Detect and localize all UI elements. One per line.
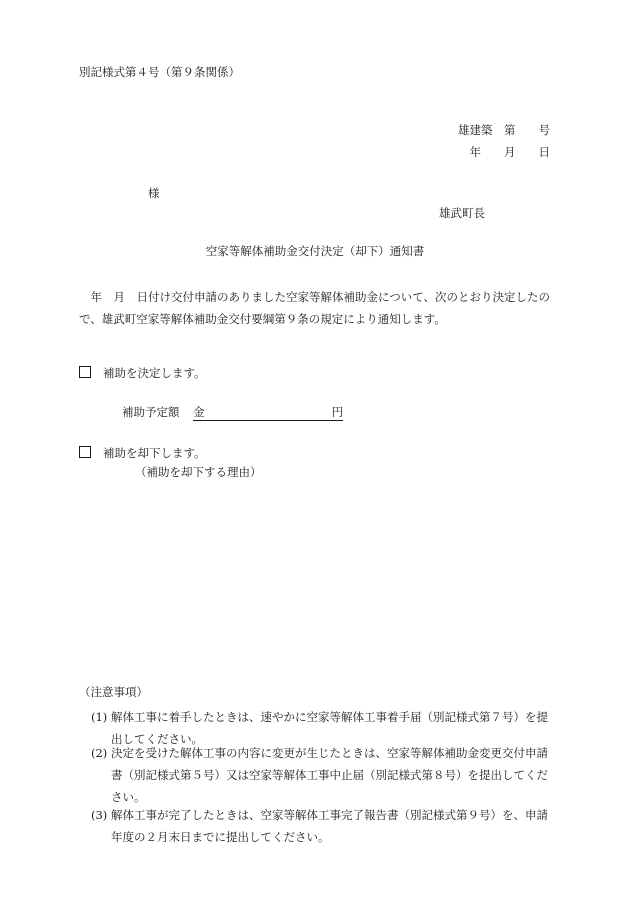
note-text: 決定を受けた解体工事の内容に変更が生じたときは、空家等解体補助金変更交付申請書（別記様式第５号）又は空家等解体工事中止届（別記様式第８号）を提出してください。 <box>111 746 548 804</box>
note-number: (1) <box>91 710 108 724</box>
issue-date: 年 月 日 <box>469 145 550 159</box>
amount-prefix: 金 <box>193 405 205 419</box>
amount-row <box>122 406 343 421</box>
approve-option[interactable] <box>79 366 206 381</box>
approve-checkbox[interactable] <box>79 366 91 378</box>
amount-suffix: 円 <box>331 405 344 419</box>
notice-body: 年 月 日付け交付申請のありました空家等解体補助金について、次のとおり決定したので、雄武町空家等解体補助金交付要綱第９条の規定により通知します。 <box>79 290 551 326</box>
reject-checkbox[interactable] <box>79 446 91 458</box>
note-text: 解体工事に着手したときは、速やかに空家等解体工事着手届（別記様式第７号）を提出してください。 <box>111 710 548 746</box>
issuer: 雄武町長 <box>439 206 485 220</box>
approve-label: 補助を決定します。 <box>103 366 206 380</box>
reject-option[interactable] <box>79 446 206 461</box>
note-item <box>91 804 553 848</box>
note-number: (2) <box>91 746 108 760</box>
note-item <box>91 742 553 808</box>
form-number: 別記様式第４号（第９条関係） <box>79 65 240 79</box>
reject-reason-label: （補助を却下する理由） <box>135 465 262 479</box>
note-text: 解体工事が完了したときは、空家等解体工事完了報告書（別記様式第９号）を、申請年度の２月末日までに提出してください。 <box>111 808 548 844</box>
addressee: 様 <box>148 186 160 200</box>
amount-label: 補助予定額 <box>122 405 180 419</box>
document-title: 空家等解体補助金交付決定（却下）通知書 <box>205 244 425 258</box>
note-number: (3) <box>91 808 108 822</box>
notes-heading: （注意事項） <box>79 685 148 699</box>
reference-number: 雄建築 第 号 <box>458 123 550 137</box>
amount-field[interactable] <box>193 406 343 421</box>
reject-label: 補助を却下します。 <box>103 446 206 460</box>
